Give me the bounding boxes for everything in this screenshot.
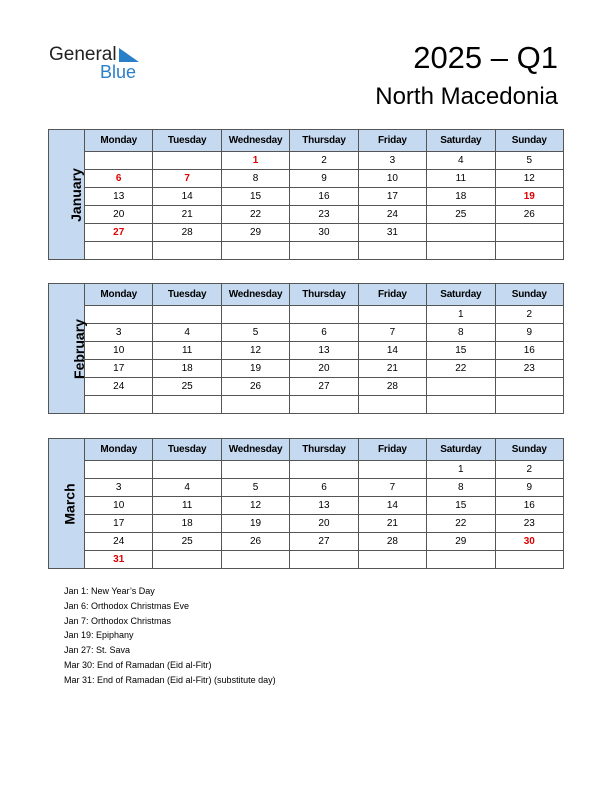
empty-day-cell (290, 396, 358, 414)
day-cell: 21 (358, 515, 426, 533)
empty-day-cell (221, 306, 289, 324)
empty-day-cell (427, 224, 495, 242)
page-title: 2025 – Q1 (413, 40, 558, 75)
day-cell: 21 (358, 360, 426, 378)
day-cell: 3 (85, 479, 153, 497)
empty-day-cell (495, 224, 563, 242)
empty-day-cell (221, 551, 289, 569)
day-cell: 27 (290, 378, 358, 396)
day-cell: 7 (153, 170, 221, 188)
week-row (49, 188, 564, 206)
day-cell: 19 (221, 360, 289, 378)
day-cell: 14 (358, 497, 426, 515)
day-cell: 15 (221, 188, 289, 206)
empty-day-cell (290, 551, 358, 569)
day-cell: 11 (153, 497, 221, 515)
holiday-note: Mar 31: End of Ramadan (Eid al-Fitr) (substitute day) (64, 674, 276, 685)
empty-day-cell (290, 306, 358, 324)
day-cell: 6 (290, 479, 358, 497)
day-cell: 29 (427, 533, 495, 551)
month-name: March (61, 482, 78, 525)
weekday-header: Tuesday (153, 130, 221, 152)
day-cell: 1 (221, 152, 289, 170)
day-cell: 15 (427, 497, 495, 515)
week-row (49, 242, 564, 260)
weekday-header: Wednesday (221, 284, 289, 306)
week-row (49, 515, 564, 533)
empty-day-cell (221, 242, 289, 260)
day-cell: 2 (290, 152, 358, 170)
week-row (49, 170, 564, 188)
day-cell: 12 (221, 497, 289, 515)
day-cell: 29 (221, 224, 289, 242)
day-cell: 18 (427, 188, 495, 206)
day-cell: 1 (427, 461, 495, 479)
weekday-header: Sunday (495, 284, 563, 306)
day-cell: 2 (495, 306, 563, 324)
month-calendar-march (48, 438, 564, 569)
day-cell: 14 (153, 188, 221, 206)
logo-word-blue: Blue (100, 62, 137, 82)
day-cell: 9 (495, 479, 563, 497)
day-cell: 1 (427, 306, 495, 324)
week-row (49, 342, 564, 360)
day-cell: 20 (290, 515, 358, 533)
day-cell: 12 (221, 342, 289, 360)
day-cell: 18 (153, 515, 221, 533)
calendar-table (48, 438, 564, 569)
month-name-cell (49, 439, 85, 569)
week-row (49, 497, 564, 515)
month-name-cell (49, 130, 85, 260)
weekday-header: Thursday (290, 130, 358, 152)
day-cell: 3 (85, 324, 153, 342)
weekday-header: Wednesday (221, 439, 289, 461)
logo (49, 44, 149, 84)
empty-day-cell (221, 396, 289, 414)
weekday-header: Monday (85, 130, 153, 152)
empty-day-cell (221, 461, 289, 479)
empty-day-cell (85, 396, 153, 414)
empty-day-cell (153, 396, 221, 414)
week-row (49, 533, 564, 551)
weekday-header: Friday (358, 439, 426, 461)
weekday-header: Monday (85, 284, 153, 306)
day-cell: 23 (495, 360, 563, 378)
empty-day-cell (495, 378, 563, 396)
day-cell: 8 (221, 170, 289, 188)
empty-day-cell (290, 461, 358, 479)
empty-day-cell (427, 551, 495, 569)
day-cell: 15 (427, 342, 495, 360)
weekday-header-row (49, 130, 564, 152)
day-cell: 4 (153, 324, 221, 342)
empty-day-cell (427, 242, 495, 260)
day-cell: 24 (358, 206, 426, 224)
day-cell: 25 (427, 206, 495, 224)
empty-day-cell (427, 378, 495, 396)
empty-day-cell (85, 242, 153, 260)
week-row (49, 551, 564, 569)
day-cell: 31 (85, 551, 153, 569)
day-cell: 27 (290, 533, 358, 551)
month-name: January (67, 167, 84, 222)
day-cell: 3 (358, 152, 426, 170)
day-cell: 4 (427, 152, 495, 170)
empty-day-cell (153, 306, 221, 324)
week-row (49, 152, 564, 170)
country-subtitle: North Macedonia (375, 83, 558, 110)
day-cell: 2 (495, 461, 563, 479)
empty-day-cell (85, 461, 153, 479)
weekday-header: Tuesday (153, 284, 221, 306)
day-cell: 21 (153, 206, 221, 224)
day-cell: 13 (290, 497, 358, 515)
weekday-header: Friday (358, 284, 426, 306)
empty-day-cell (358, 461, 426, 479)
empty-day-cell (153, 551, 221, 569)
empty-day-cell (427, 396, 495, 414)
week-row (49, 306, 564, 324)
day-cell: 10 (85, 342, 153, 360)
weekday-header: Wednesday (221, 130, 289, 152)
day-cell: 17 (358, 188, 426, 206)
day-cell: 19 (495, 188, 563, 206)
week-row (49, 206, 564, 224)
day-cell: 25 (153, 378, 221, 396)
weekday-header: Friday (358, 130, 426, 152)
day-cell: 20 (85, 206, 153, 224)
empty-day-cell (153, 152, 221, 170)
weekday-header-row (49, 439, 564, 461)
day-cell: 26 (495, 206, 563, 224)
week-row (49, 479, 564, 497)
day-cell: 30 (495, 533, 563, 551)
empty-day-cell (290, 242, 358, 260)
day-cell: 5 (221, 324, 289, 342)
day-cell: 24 (85, 378, 153, 396)
day-cell: 5 (495, 152, 563, 170)
month-name: February (70, 318, 87, 379)
weekday-header: Thursday (290, 439, 358, 461)
empty-day-cell (358, 551, 426, 569)
day-cell: 9 (495, 324, 563, 342)
day-cell: 26 (221, 378, 289, 396)
day-cell: 11 (153, 342, 221, 360)
empty-day-cell (358, 396, 426, 414)
day-cell: 25 (153, 533, 221, 551)
month-calendar-february (48, 283, 564, 414)
day-cell: 13 (290, 342, 358, 360)
day-cell: 28 (153, 224, 221, 242)
weekday-header: Saturday (427, 439, 495, 461)
day-cell: 7 (358, 479, 426, 497)
week-row (49, 396, 564, 414)
holiday-note: Jan 27: St. Sava (64, 645, 131, 656)
day-cell: 12 (495, 170, 563, 188)
day-cell: 27 (85, 224, 153, 242)
holiday-note: Jan 19: Epiphany (64, 630, 134, 641)
day-cell: 10 (85, 497, 153, 515)
week-row (49, 324, 564, 342)
day-cell: 28 (358, 378, 426, 396)
day-cell: 16 (495, 497, 563, 515)
empty-day-cell (153, 461, 221, 479)
empty-day-cell (153, 242, 221, 260)
day-cell: 22 (221, 206, 289, 224)
day-cell: 11 (427, 170, 495, 188)
day-cell: 26 (221, 533, 289, 551)
day-cell: 18 (153, 360, 221, 378)
week-row (49, 360, 564, 378)
day-cell: 22 (427, 515, 495, 533)
day-cell: 31 (358, 224, 426, 242)
holiday-note: Jan 7: Orthodox Christmas (64, 615, 172, 626)
weekday-header: Saturday (427, 130, 495, 152)
day-cell: 9 (290, 170, 358, 188)
empty-day-cell (85, 306, 153, 324)
day-cell: 7 (358, 324, 426, 342)
empty-day-cell (495, 242, 563, 260)
holiday-note: Jan 1: New Year’s Day (64, 586, 155, 596)
day-cell: 23 (495, 515, 563, 533)
weekday-header: Sunday (495, 130, 563, 152)
day-cell: 6 (85, 170, 153, 188)
month-name-cell (49, 284, 85, 414)
day-cell: 16 (290, 188, 358, 206)
week-row (49, 224, 564, 242)
empty-day-cell (495, 551, 563, 569)
day-cell: 8 (427, 479, 495, 497)
empty-day-cell (495, 396, 563, 414)
day-cell: 4 (153, 479, 221, 497)
day-cell: 10 (358, 170, 426, 188)
month-calendar-january (48, 129, 564, 260)
calendar-table (48, 129, 564, 260)
day-cell: 23 (290, 206, 358, 224)
day-cell: 6 (290, 324, 358, 342)
day-cell: 17 (85, 515, 153, 533)
day-cell: 5 (221, 479, 289, 497)
day-cell: 28 (358, 533, 426, 551)
day-cell: 8 (427, 324, 495, 342)
day-cell: 19 (221, 515, 289, 533)
holiday-note: Jan 6: Orthodox Christmas Eve (64, 600, 190, 611)
weekday-header: Tuesday (153, 439, 221, 461)
day-cell: 16 (495, 342, 563, 360)
weekday-header-row (49, 284, 564, 306)
day-cell: 14 (358, 342, 426, 360)
weekday-header: Saturday (427, 284, 495, 306)
empty-day-cell (358, 242, 426, 260)
weekday-header: Sunday (495, 439, 563, 461)
day-cell: 30 (290, 224, 358, 242)
day-cell: 22 (427, 360, 495, 378)
weekday-header: Monday (85, 439, 153, 461)
holiday-notes (64, 584, 276, 688)
day-cell: 24 (85, 533, 153, 551)
week-row (49, 461, 564, 479)
logo-word-general: General (49, 44, 117, 65)
calendar-table (48, 283, 564, 414)
day-cell: 13 (85, 188, 153, 206)
day-cell: 17 (85, 360, 153, 378)
weekday-header: Thursday (290, 284, 358, 306)
day-cell: 20 (290, 360, 358, 378)
week-row (49, 378, 564, 396)
empty-day-cell (358, 306, 426, 324)
holiday-note: Mar 30: End of Ramadan (Eid al-Fitr) (64, 659, 212, 670)
empty-day-cell (85, 152, 153, 170)
